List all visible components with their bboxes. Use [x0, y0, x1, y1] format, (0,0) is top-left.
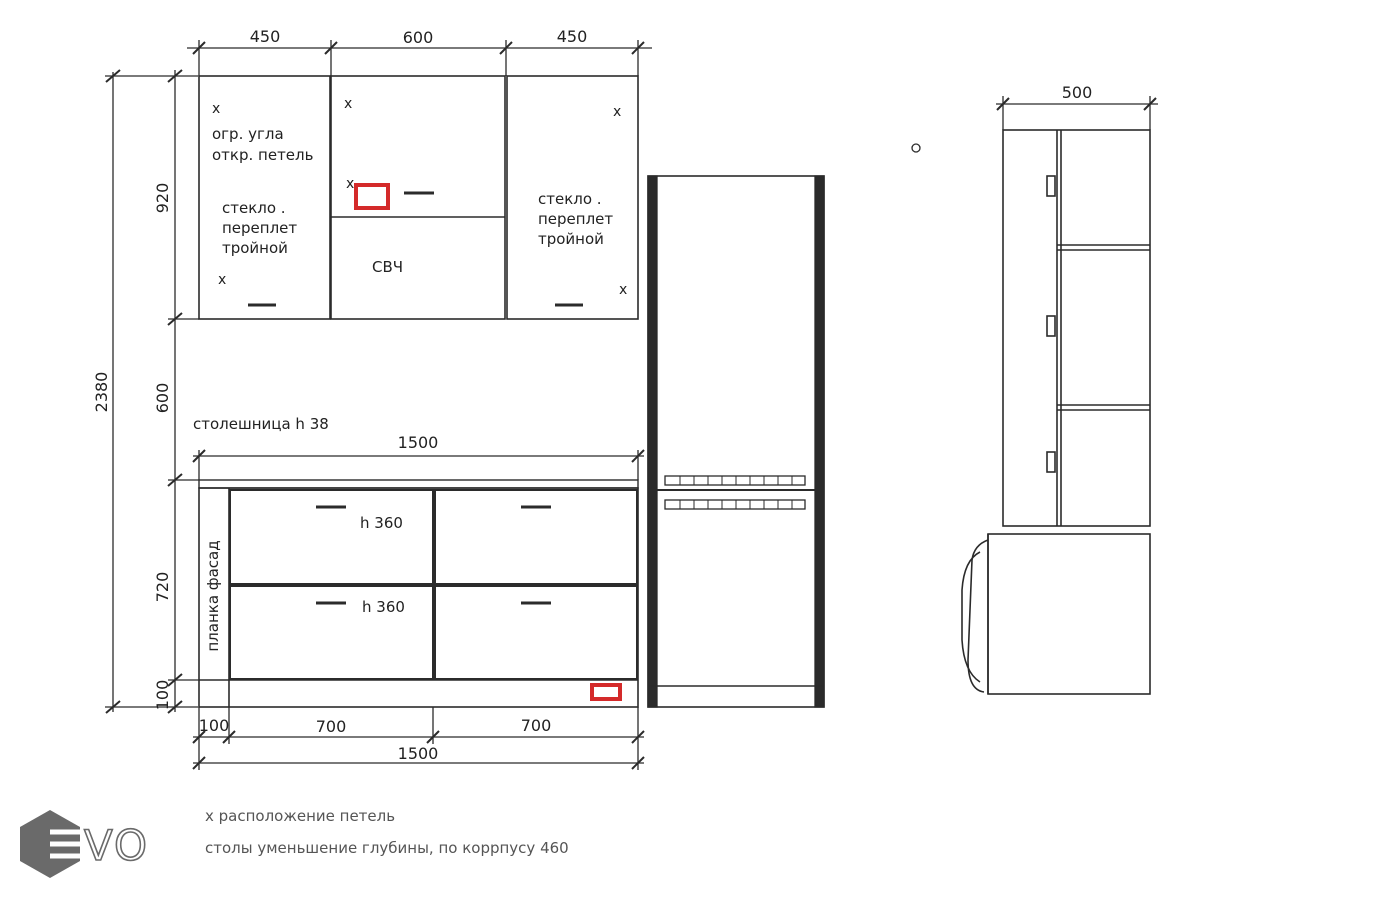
dim-top-middle: 600 [402, 28, 434, 47]
side-view-appliance [962, 534, 1150, 694]
vent-slots [680, 476, 792, 509]
dim-top-left: 450 [249, 27, 281, 46]
hinge-mark: x [212, 101, 221, 117]
base-body [199, 488, 638, 707]
hinge-mark: x [619, 282, 628, 298]
hinge-mark: x [218, 272, 227, 288]
evo-logo-mark [20, 810, 82, 878]
freezer-vent [665, 476, 805, 485]
dim-total-height: 2380 [92, 371, 111, 413]
highlight-marker [592, 685, 620, 699]
glass-right-line1: стекло . [538, 190, 602, 208]
left-vertical-dimensions [105, 70, 199, 713]
dim-bottom-total: 1500 [397, 744, 439, 763]
countertop-label: столешница h 38 [193, 415, 329, 433]
glass-left-line1: стекло . [222, 199, 286, 217]
hinge-mark: x [613, 104, 622, 120]
glass-left-line2: переплет [222, 219, 298, 237]
facade-strip-label: планка фасад [204, 540, 222, 652]
dim-top-right: 450 [556, 27, 588, 46]
hinge-mark: x [346, 176, 355, 192]
dim-gap-height: 600 [153, 382, 172, 414]
evo-logo-text: VO [84, 821, 150, 870]
countertop [193, 450, 644, 488]
dim-side-depth: 500 [1061, 83, 1093, 102]
drawer-top-right [435, 490, 637, 584]
drawer-top-left [230, 490, 433, 584]
highlight-marker [356, 185, 388, 208]
microwave-label: СВЧ [372, 258, 404, 276]
base-cabinets [199, 488, 638, 707]
side-view-cabinet [1003, 130, 1150, 526]
legend-hinges: x расположение петель [205, 807, 396, 825]
drawer-bottom-right [435, 586, 637, 679]
glass-right-line2: переплет [538, 210, 614, 228]
freezer-vent [665, 500, 805, 509]
legend-depth-note: столы уменьшение глубины, по коррпусу 460 [205, 839, 569, 857]
glass-left-line3: тройной [222, 239, 288, 257]
dim-upper-height: 920 [153, 182, 172, 214]
dim-base-height: 720 [153, 571, 172, 603]
dim-bottom-right: 700 [520, 716, 552, 735]
dim-bottom-strip: 100 [198, 716, 230, 735]
corner-note-line2: откр. петель [212, 146, 314, 164]
drawer-height-top: h 360 [360, 514, 403, 532]
glass-right-line3: тройной [538, 230, 604, 248]
small-circle-mark [912, 144, 920, 152]
dim-countertop-width: 1500 [397, 433, 439, 452]
drawer-height-bottom: h 360 [362, 598, 405, 616]
refrigerator [648, 176, 824, 707]
dim-bottom-left: 700 [315, 717, 347, 736]
dim-plinth-height: 100 [153, 679, 172, 711]
hinge-mark: x [344, 96, 353, 112]
corner-note-line1: огр. угла [212, 125, 284, 143]
